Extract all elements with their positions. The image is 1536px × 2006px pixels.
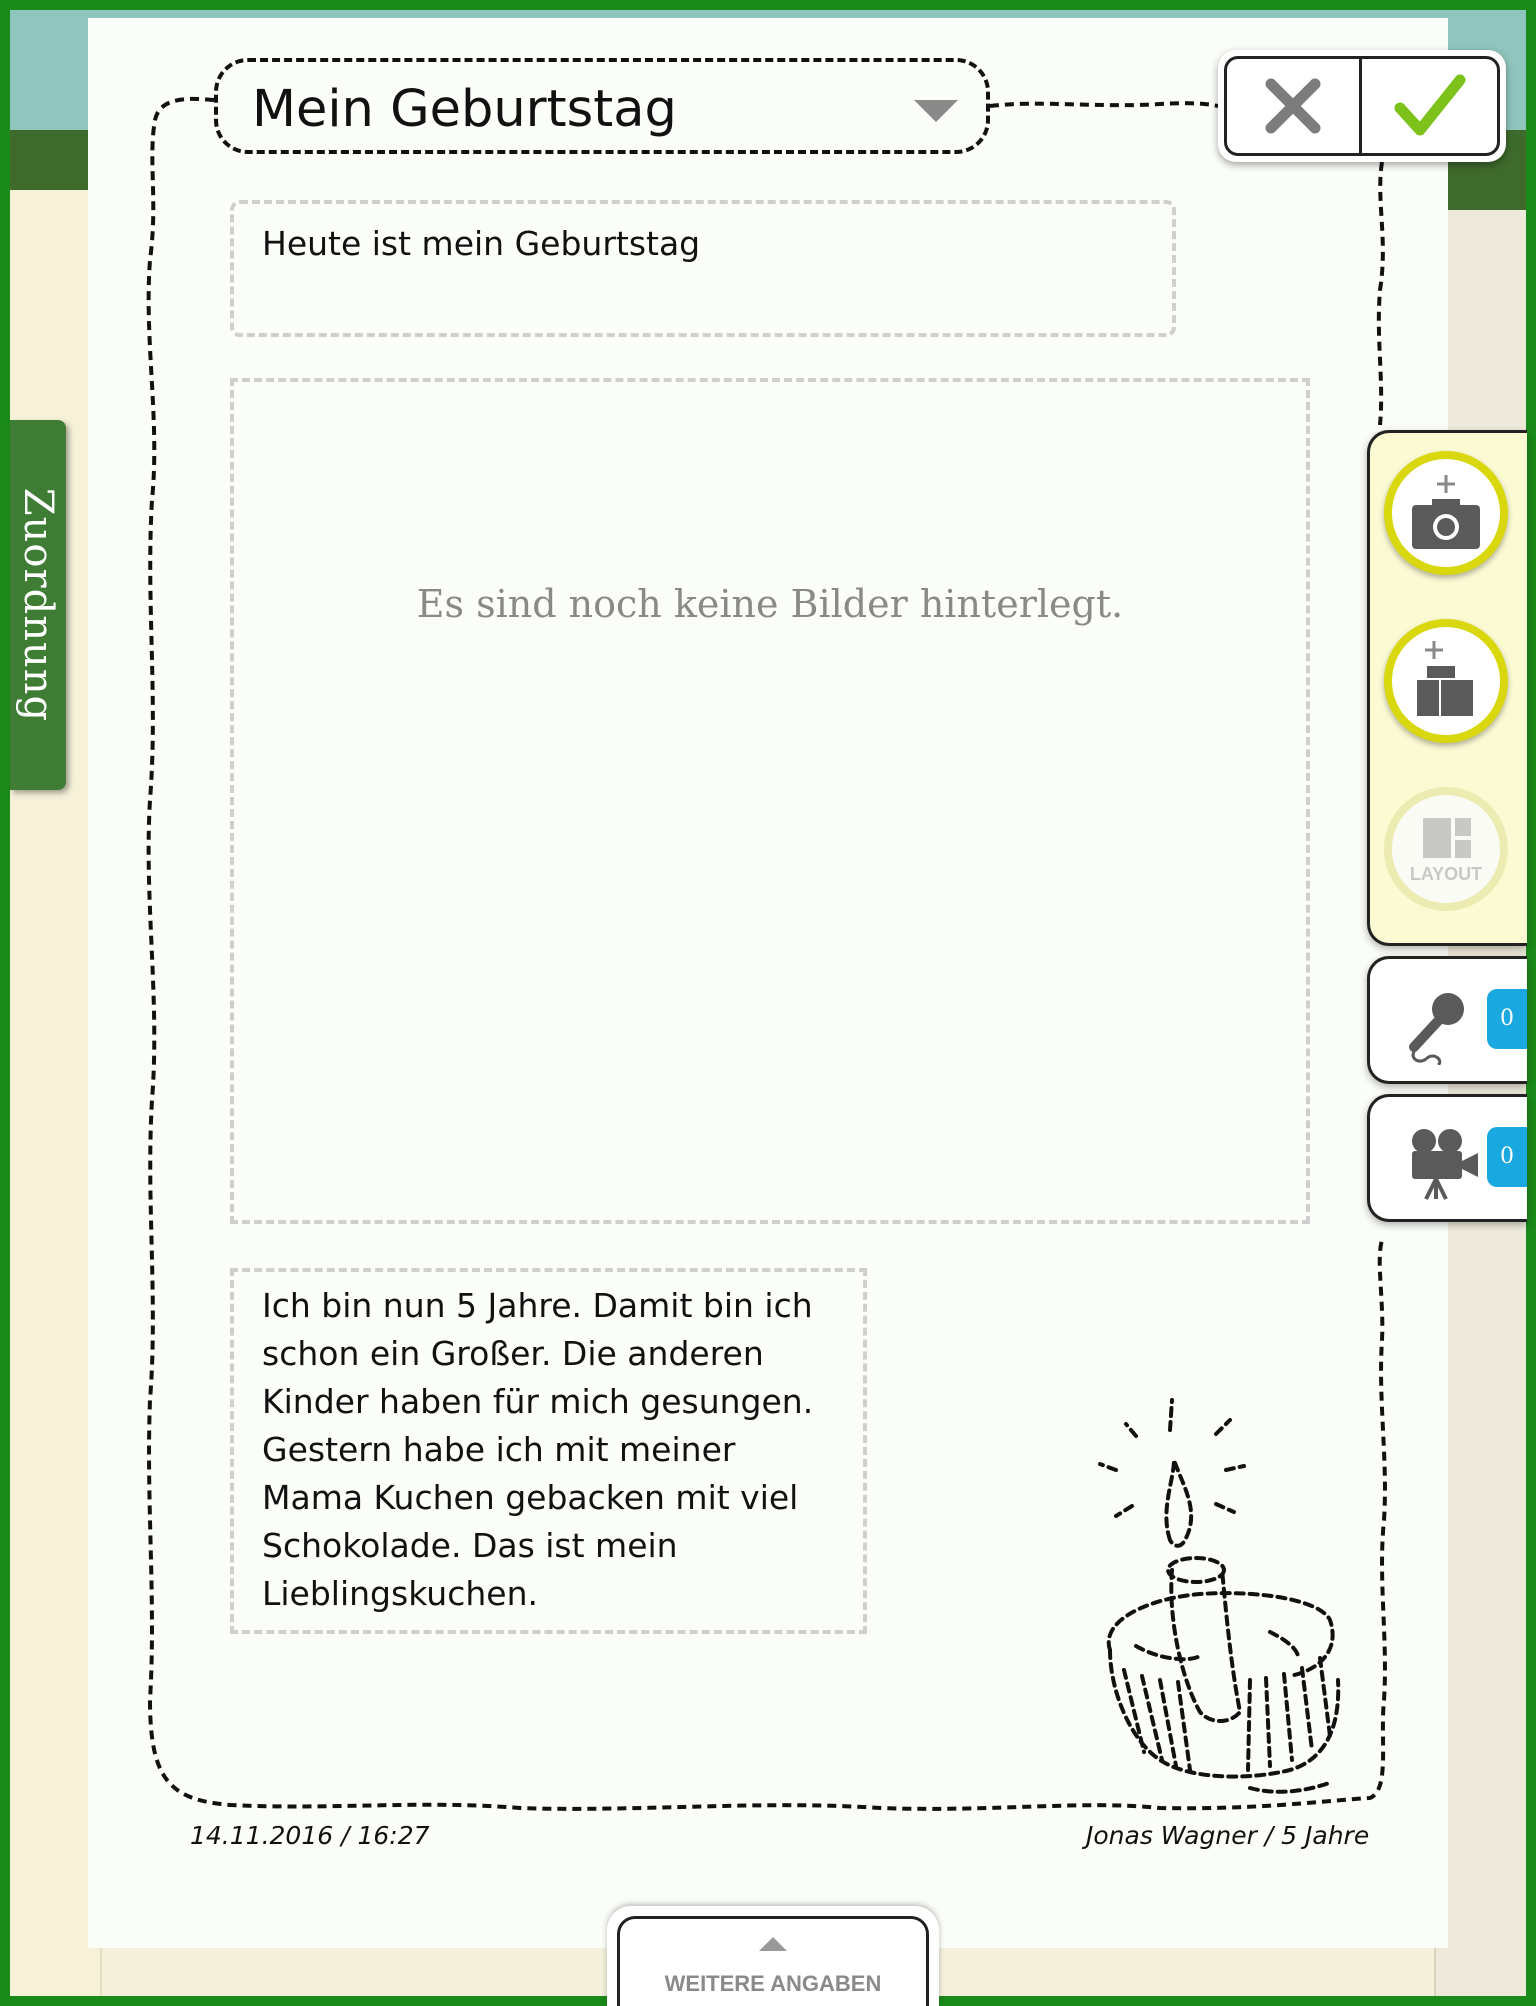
subtitle-field[interactable]: [230, 200, 1176, 337]
chevron-up-icon: [759, 1937, 787, 1951]
audio-button[interactable]: [1367, 956, 1527, 1084]
gallery-plus-icon: [1406, 639, 1486, 723]
more-details-label: WEITERE ANGABEN: [664, 1971, 882, 1996]
layout-icon: [1401, 804, 1491, 894]
description-text: Ich bin nun 5 Jahre. Damit bin ich schon ein Großer. Die anderen Kinder haben für mich gesungen. Gestern habe ich mit meiner Mama Kuchen gebacken mit viel Schokolade. Das ist mein Lieblingskuchen.: [262, 1286, 814, 1613]
more-details-button[interactable]: [607, 1906, 939, 2006]
media-toolbar: [1367, 430, 1527, 946]
audio-count-badge: 0: [1487, 989, 1527, 1049]
layout-label: LAYOUT: [1409, 864, 1483, 884]
camera-plus-icon: [1406, 471, 1486, 555]
video-camera-icon: [1404, 1123, 1484, 1203]
no-images-message: Es sind noch keine Bilder hinterlegt.: [416, 582, 1124, 626]
description-field[interactable]: [230, 1268, 867, 1634]
video-count-badge: 0: [1487, 1127, 1527, 1187]
microphone-icon: [1404, 985, 1476, 1065]
check-icon: [1394, 74, 1466, 138]
entry-title: Mein Geburtstag: [252, 80, 677, 139]
chevron-down-icon: [914, 100, 958, 122]
cancel-button[interactable]: [1227, 59, 1362, 153]
birthday-cake-illustration: [1090, 1360, 1380, 1820]
add-gallery-button[interactable]: [1384, 619, 1508, 743]
action-buttons: [1218, 50, 1506, 162]
zuordnung-tab-label: Zuordnung: [15, 487, 61, 723]
category-dropdown[interactable]: [214, 58, 990, 154]
image-area[interactable]: [230, 378, 1310, 1224]
layout-button[interactable]: [1384, 787, 1508, 911]
confirm-button[interactable]: [1362, 59, 1497, 153]
entry-date: 14.11.2016 / 16:27: [190, 1821, 430, 1850]
subtitle-text: Heute ist mein Geburtstag: [262, 224, 701, 263]
close-icon: [1263, 76, 1323, 136]
entry-author: Jonas Wagner / 5 Jahre: [1086, 1821, 1370, 1850]
video-button[interactable]: [1367, 1094, 1527, 1222]
add-photo-button[interactable]: [1384, 451, 1508, 575]
